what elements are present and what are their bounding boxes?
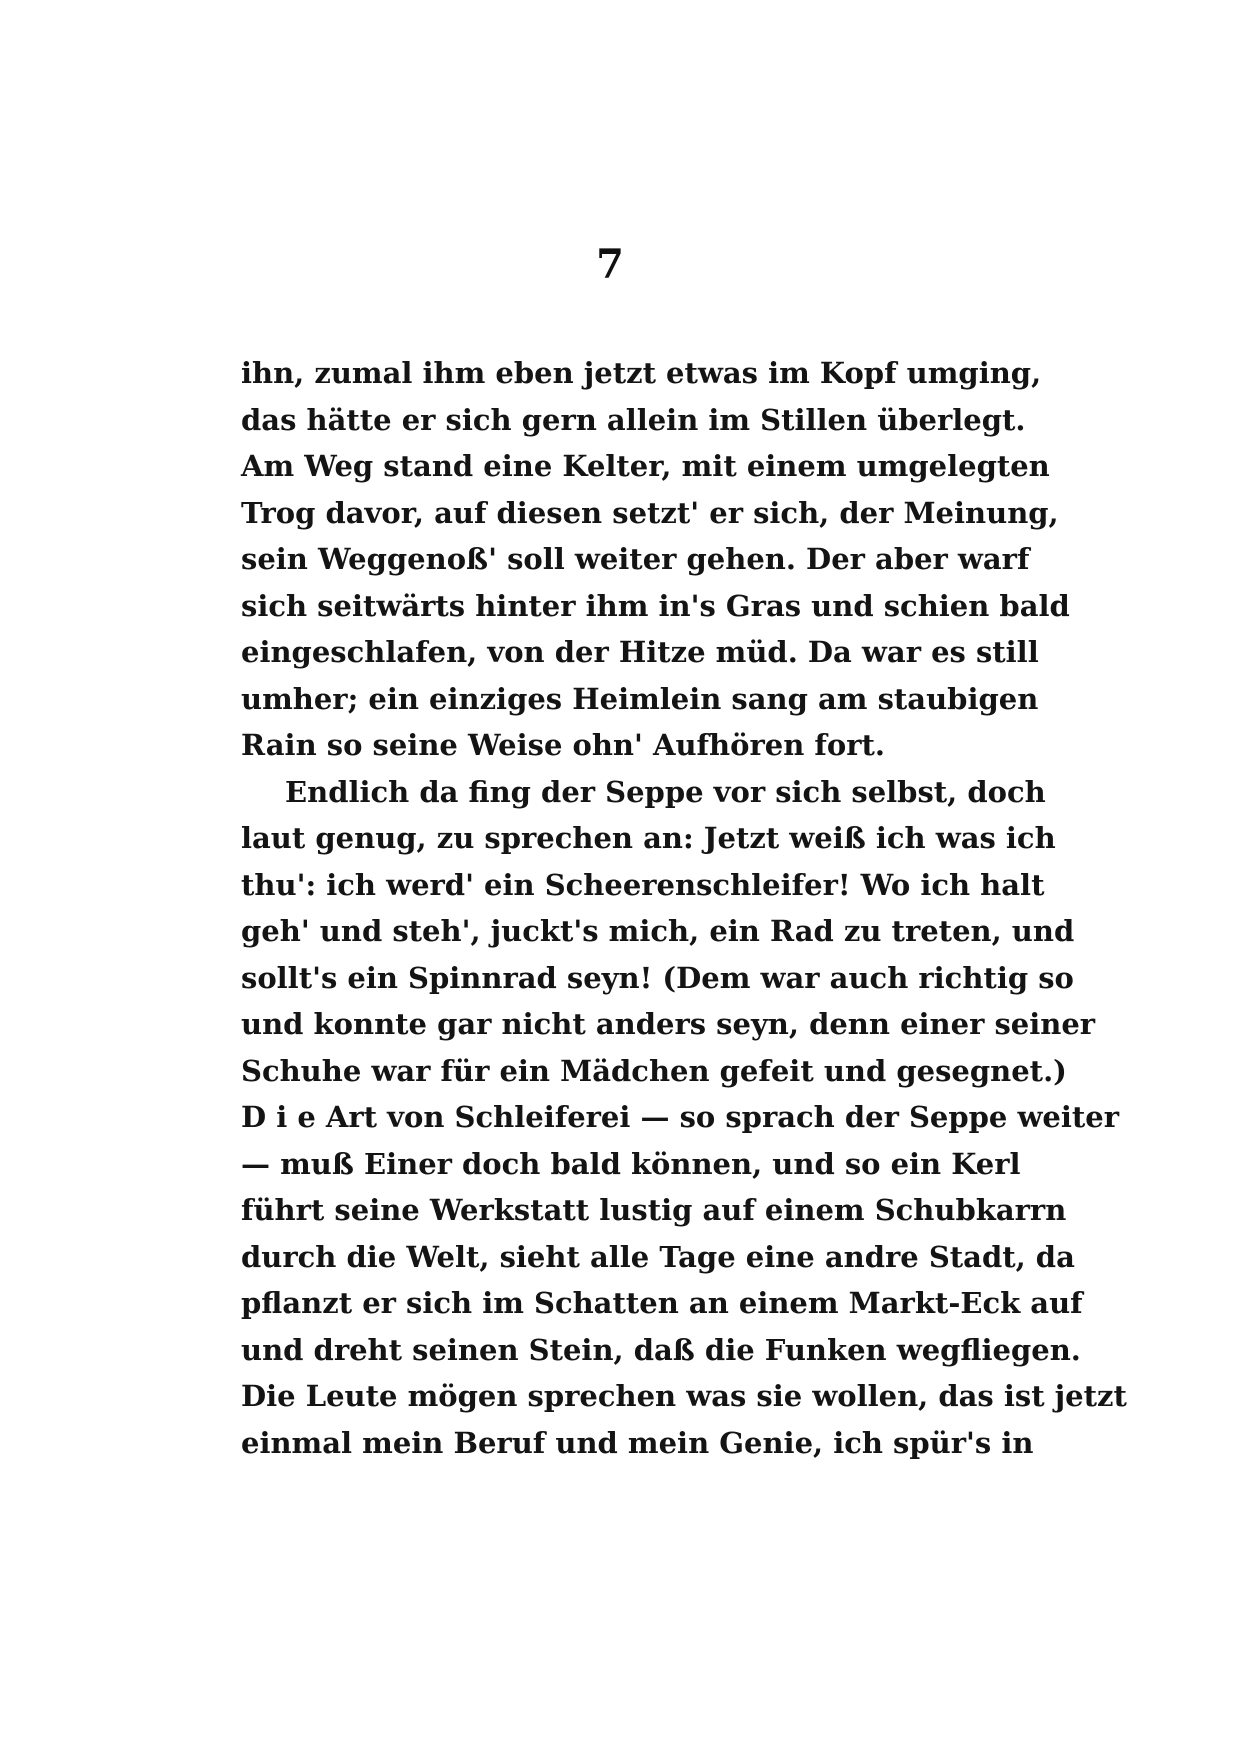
text-line: einmal mein Beruf und mein Genie, ich spür's in [241, 1425, 1034, 1460]
text-line: führt seine Werkstatt lustig auf einem Schubkarrn [241, 1193, 1067, 1227]
text-line: eingeschlafen, von der Hitze müd. Da war es still [241, 635, 1039, 669]
text-line: Die Leute mögen sprechen was sie wollen, das ist jetzt [241, 1379, 1127, 1413]
text-line: umher; ein einziges Heimlein sang am staubigen [241, 681, 1039, 716]
text-line: geh' und steh', juckt's mich, ein Rad zu treten, und [241, 914, 1075, 948]
text-line: das hätte er sich gern allein im Stillen überlegt. [241, 402, 1026, 437]
text-line: pflanzt er sich im Schatten an einem Markt-Eck auf [241, 1286, 1083, 1320]
text-line: thu': ich werd' ein Scheerenschleifer! Wo ich halt [241, 867, 1045, 902]
body-text [241, 350, 1127, 1466]
text-line: sich seitwärts hinter ihm in's Gras und schien bald [241, 588, 1070, 623]
text-line: Rain so seine Weise ohn' Aufhören fort. [241, 728, 885, 762]
text-line: Schuhe war für ein Mädchen gefeit und gesegnet.) [241, 1053, 1067, 1088]
text-line: Endlich da fing der Seppe vor sich selbst, doch [285, 774, 1046, 809]
text-line: durch die Welt, sieht alle Tage eine andre Stadt, da [241, 1239, 1075, 1274]
text-line: sein Weggenoß' soll weiter gehen. Der aber warf [241, 542, 1030, 576]
text-line: D i e Art von Schleiferei — so sprach der Seppe weiter [241, 1100, 1120, 1134]
text-line: — muß Einer doch bald können, und so ein Kerl [241, 1146, 1021, 1181]
text-line: ihn, zumal ihm eben jetzt etwas im Kopf umging, [241, 356, 1042, 390]
text-line: und dreht seinen Stein, daß die Funken wegfliegen. [241, 1332, 1081, 1367]
text-line: Am Weg stand eine Kelter, mit einem umgelegten [241, 449, 1050, 483]
text-line: laut genug, zu sprechen an: Jetzt weiß ich was ich [241, 821, 1056, 855]
text-line: und konnte gar nicht anders seyn, denn einer seiner [241, 1007, 1096, 1041]
text-line: sollt's ein Spinnrad seyn! (Dem war auch richtig so [241, 960, 1074, 995]
text-line: Trog davor, auf diesen setzt' er sich, der Meinung, [241, 495, 1059, 530]
page-number: 7 [596, 241, 624, 288]
